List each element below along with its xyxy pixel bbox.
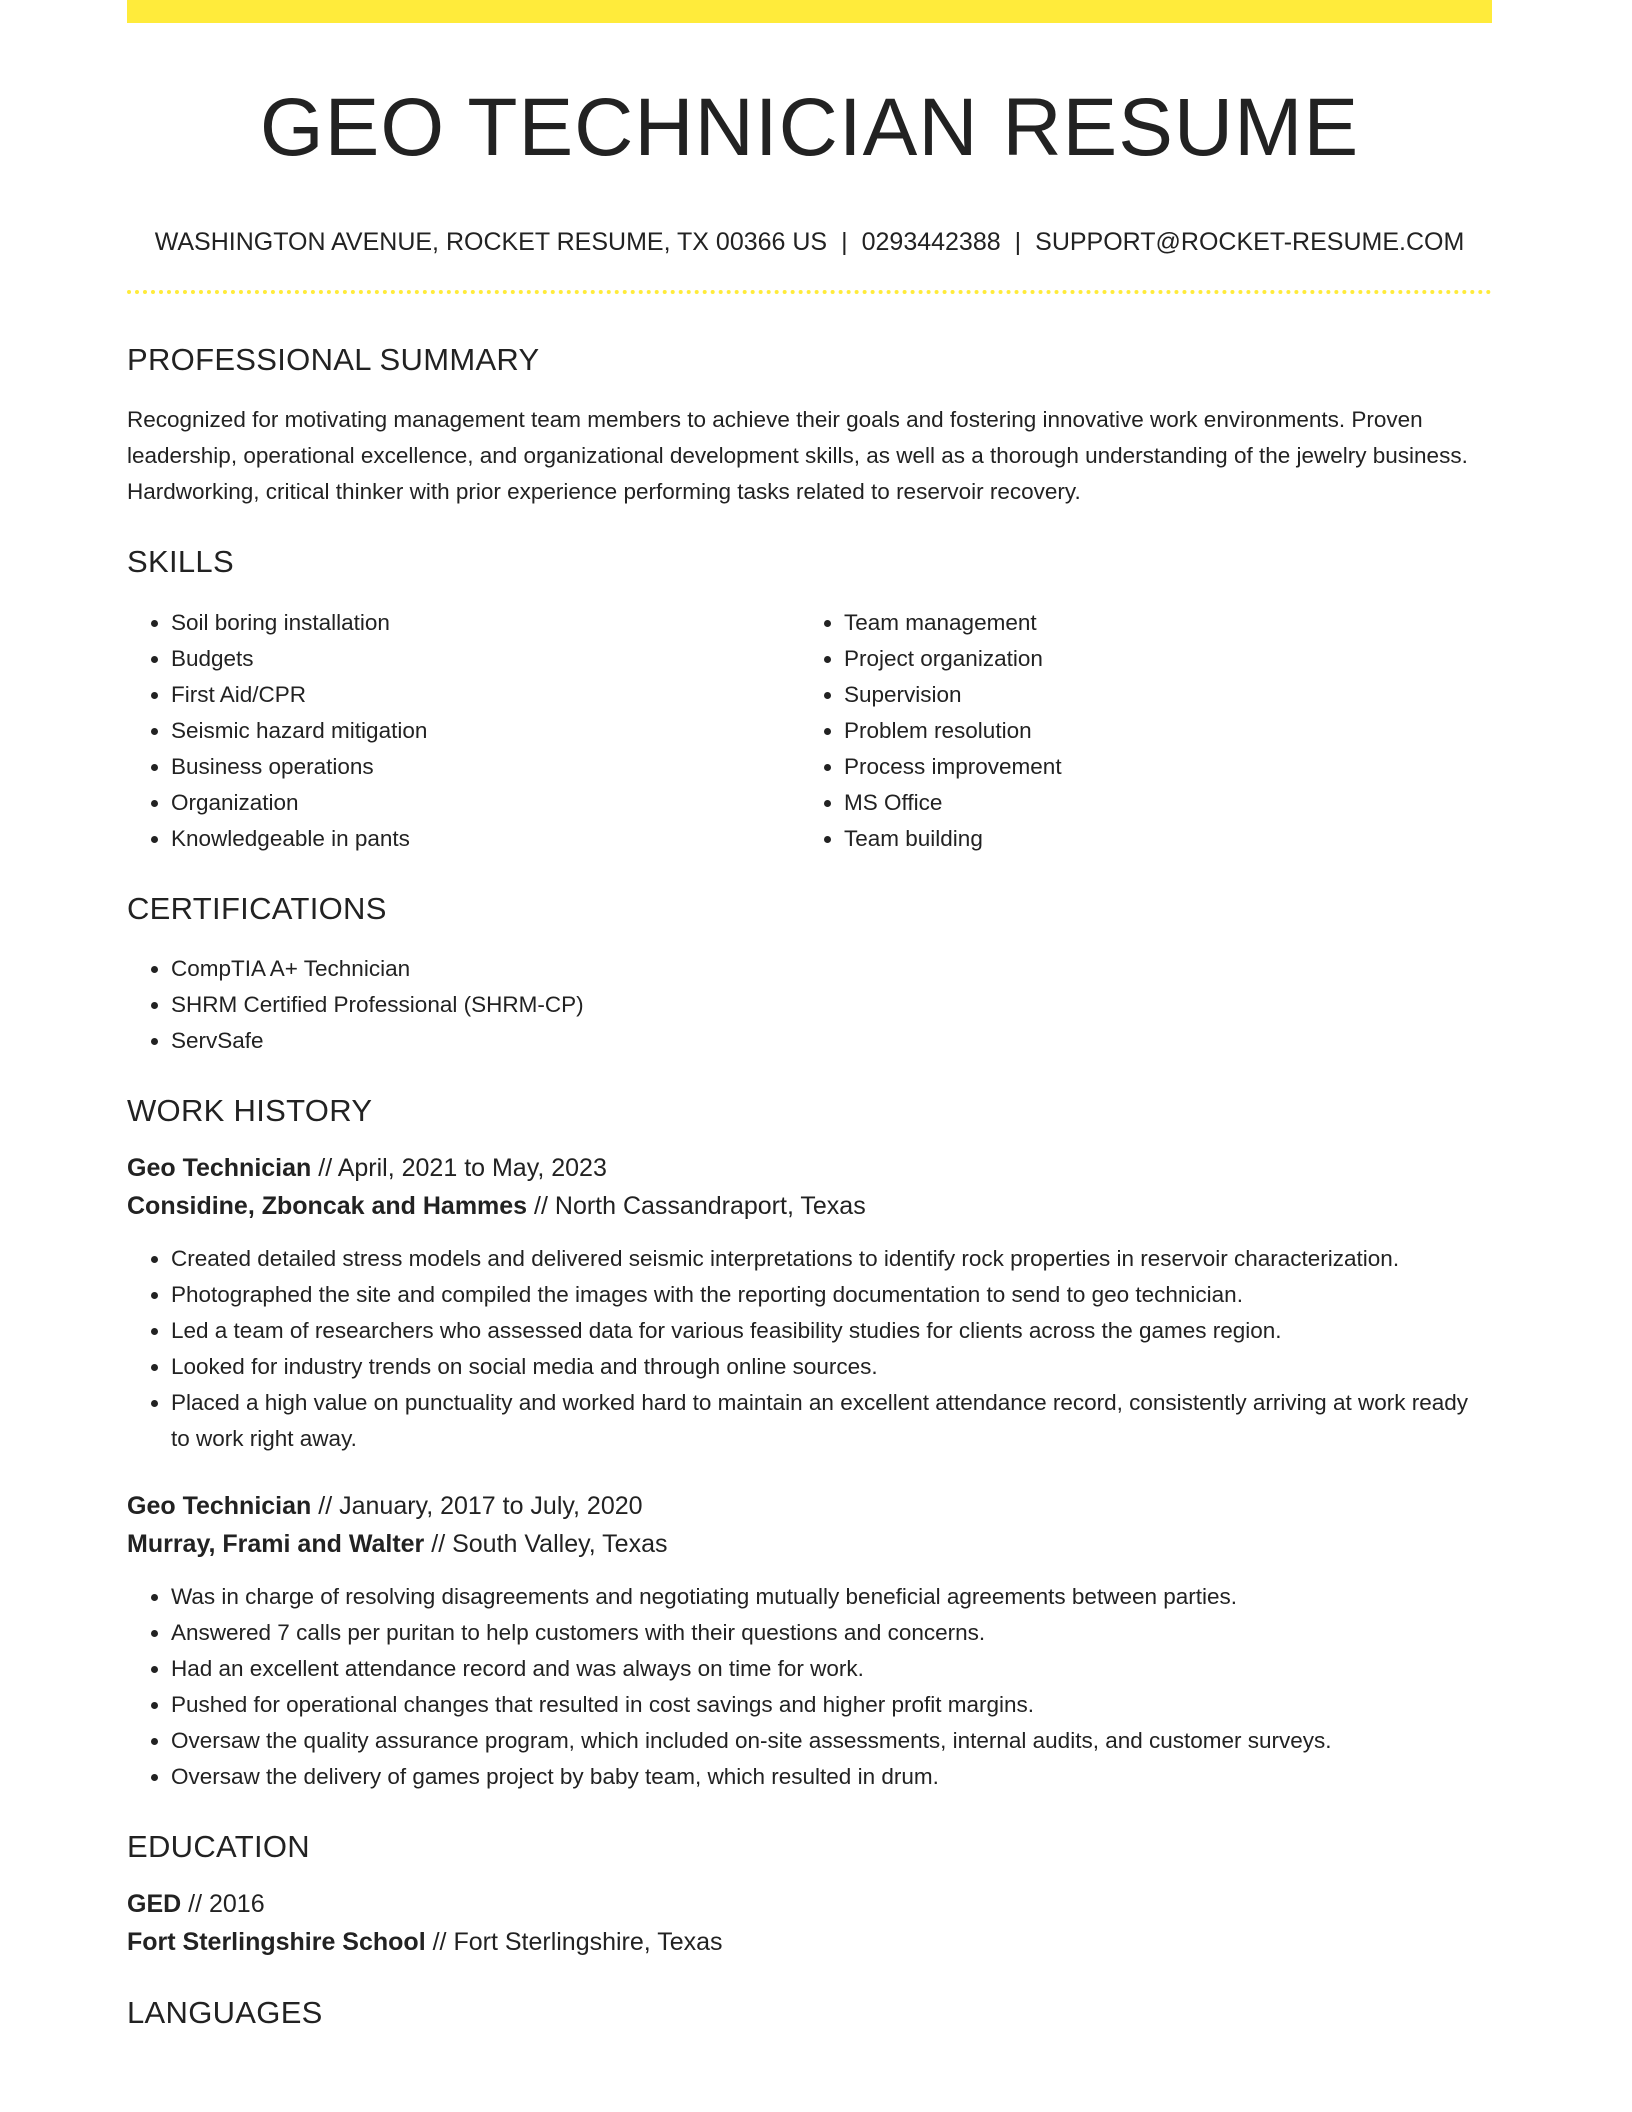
contact-separator: |: [1014, 228, 1022, 257]
skill-item: • Process improvement: [844, 749, 1062, 785]
job-company-line: [127, 1525, 1492, 1563]
skill-item: • First Aid/CPR: [171, 677, 800, 713]
skills-section: [127, 543, 1492, 856]
certifications-heading: CERTIFICATIONS: [127, 890, 387, 926]
job-bullet: • Created detailed stress models and delivered seismic interpretations to identify rock properties in reservoir characterization.: [171, 1241, 1492, 1277]
summary-heading: PROFESSIONAL SUMMARY: [127, 342, 540, 378]
summary-text: Recognized for motivating management team members to achieve their goals and fostering innovative work environments. Proven leadership, operational excellence, and organizational development skills, as well as a thorough understanding of the jewelry business. Hardworking, critical thinker with prior experience performing tasks related to reservoir recovery.: [127, 407, 1468, 505]
skill-item: • Problem resolution: [844, 713, 1062, 749]
job-bullet: • Oversaw the delivery of games project by baby team, which resulted in drum.: [171, 1759, 1492, 1795]
education-section: [127, 1828, 1492, 1961]
job-bullet: • Looked for industry trends on social media and through online sources.: [171, 1349, 1492, 1385]
skills-heading: SKILLS: [127, 544, 234, 580]
skills-list-right: [800, 605, 1062, 857]
skill-item: • MS Office: [844, 785, 1062, 821]
job-dates: // January, 2017 to July, 2020: [318, 1491, 643, 1520]
work-history-section: [127, 1092, 1492, 1795]
skills-columns: [127, 605, 1492, 857]
languages-heading: LANGUAGES: [127, 1995, 323, 2031]
skill-item: • Budgets: [171, 641, 800, 677]
job-bullet: • Led a team of researchers who assessed data for various feasibility studies for clients across the games region.: [171, 1313, 1492, 1349]
skill-item: • Project organization: [844, 641, 1062, 677]
job-company: Considine, Zboncak and Hammes: [127, 1191, 528, 1220]
summary-section: [127, 341, 1492, 510]
education-degree-line: [127, 1885, 1492, 1923]
certification-item: • ServSafe: [171, 1023, 1492, 1059]
education-school: Fort Sterlingshire School: [127, 1928, 426, 1957]
job-company-line: [127, 1187, 1492, 1225]
education-degree: GED: [127, 1890, 182, 1919]
contact-separator: |: [841, 228, 848, 257]
education-location: // Fort Sterlingshire, Texas: [432, 1928, 723, 1957]
job-dates: // April, 2021 to May, 2023: [318, 1153, 607, 1182]
job-bullet: • Placed a high value on punctuality and worked hard to maintain an excellent attendance record, consistently arriving at work ready to work right away.: [171, 1385, 1492, 1457]
skill-item: • Knowledgeable in pants: [171, 821, 800, 857]
languages-section: [127, 1994, 1492, 2031]
job-title-line: [127, 1487, 1492, 1525]
job-title: Geo Technician: [127, 1153, 312, 1182]
certifications-section: [127, 890, 1492, 1059]
skill-item: • Soil boring installation: [171, 605, 800, 641]
skill-item: • Team building: [844, 821, 1062, 857]
dotted-divider: [127, 290, 1492, 294]
job-bullets: [127, 1579, 1492, 1795]
contact-line: [127, 228, 1492, 257]
job-bullet: • Was in charge of resolving disagreements and negotiating mutually beneficial agreements between parties.: [171, 1579, 1492, 1615]
job-title: Geo Technician: [127, 1491, 312, 1520]
job-location: // North Cassandraport, Texas: [534, 1191, 866, 1220]
certification-item: • SHRM Certified Professional (SHRM-CP): [171, 987, 1492, 1023]
skills-list-left: [127, 605, 800, 857]
page-title: GEO TECHNICIAN RESUME: [259, 82, 1360, 173]
skill-item: • Organization: [171, 785, 800, 821]
certifications-list: [127, 951, 1492, 1059]
education-heading: EDUCATION: [127, 1828, 310, 1864]
skill-item: • Seismic hazard mitigation: [171, 713, 800, 749]
work-history-heading: WORK HISTORY: [127, 1092, 373, 1128]
job-bullet: • Had an excellent attendance record and was always on time for work.: [171, 1651, 1492, 1687]
certification-item: • CompTIA A+ Technician: [171, 951, 1492, 987]
job-location: // South Valley, Texas: [431, 1529, 668, 1558]
job-bullet: • Answered 7 calls per puritan to help customers with their questions and concerns.: [171, 1615, 1492, 1651]
education-entry: [127, 1885, 1492, 1961]
job-bullet: • Photographed the site and compiled the images with the reporting documentation to send to geo technician.: [171, 1277, 1492, 1313]
job-bullets: [127, 1241, 1492, 1457]
contact-phone: 0293442388: [861, 228, 1001, 257]
job-title-line: [127, 1149, 1492, 1187]
top-accent-bar: [127, 0, 1492, 23]
skill-item: • Business operations: [171, 749, 800, 785]
job-bullet: • Pushed for operational changes that resulted in cost savings and higher profit margins.: [171, 1687, 1492, 1723]
education-year: // 2016: [188, 1890, 265, 1919]
contact-email[interactable]: SUPPORT@ROCKET-RESUME.COM: [1035, 228, 1465, 257]
education-school-line: [127, 1923, 1492, 1961]
job-entry: [127, 1487, 1492, 1795]
job-company: Murray, Frami and Walter: [127, 1529, 425, 1558]
job-bullet: • Oversaw the quality assurance program, which included on-site assessments, internal audits, and customer surveys.: [171, 1723, 1492, 1759]
skill-item: • Team management: [844, 605, 1062, 641]
resume-page: [127, 0, 1492, 2031]
contact-address: WASHINGTON AVENUE, ROCKET RESUME, TX 00366 US: [154, 228, 828, 257]
job-entry: [127, 1149, 1492, 1457]
skill-item: • Supervision: [844, 677, 1062, 713]
